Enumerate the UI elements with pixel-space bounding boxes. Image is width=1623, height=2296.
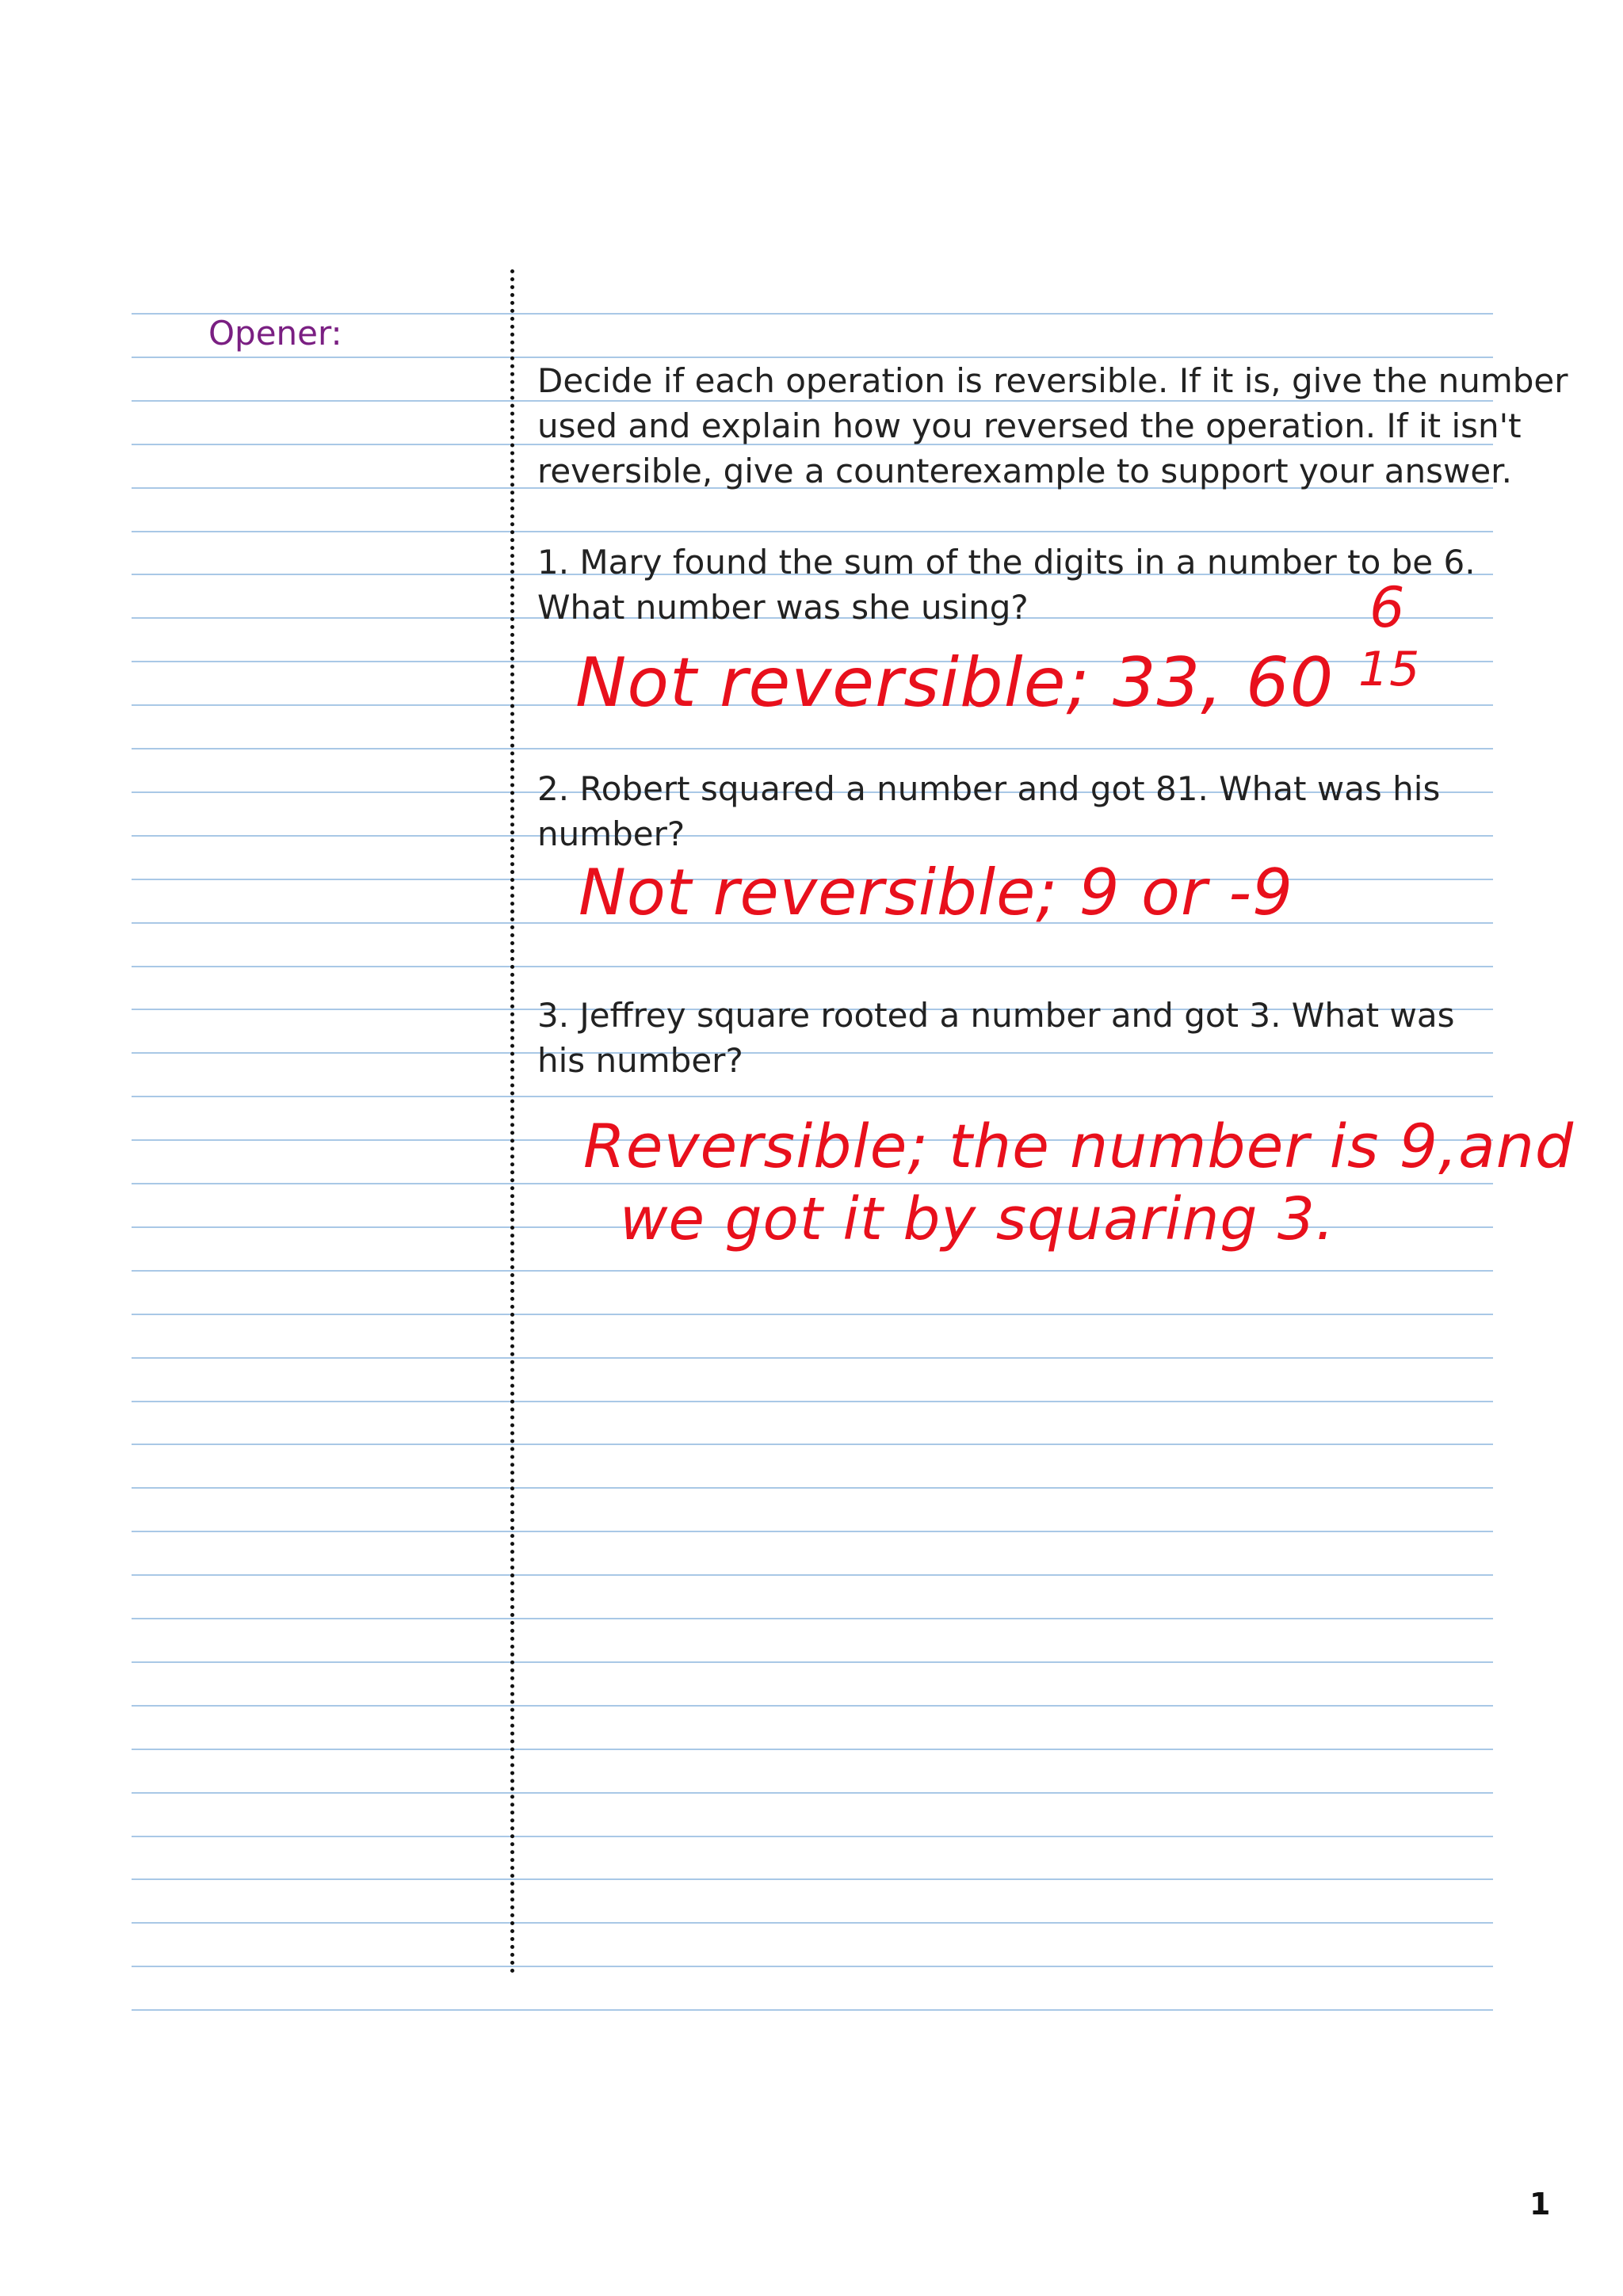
ruled-line bbox=[132, 1574, 1493, 1576]
page-number: 1 bbox=[1529, 2187, 1551, 2222]
instructions-line: used and explain how you reversed the operation. If it isn't bbox=[537, 406, 1522, 445]
ruled-line bbox=[132, 1749, 1493, 1750]
ruled-line bbox=[132, 835, 1493, 837]
question-1-line: 1. Mary found the sum of the digits in a number to be 6. bbox=[537, 543, 1476, 582]
margin-note-15: 15 bbox=[1358, 642, 1421, 697]
question-3-line: his number? bbox=[537, 1041, 743, 1080]
ruled-line bbox=[132, 1966, 1493, 1967]
question-3-line: 3. Jeffrey square rooted a number and got 3. What was bbox=[537, 996, 1455, 1035]
question-1-answer: Not reversible; 33, 60 bbox=[575, 643, 1335, 723]
ruled-line bbox=[132, 1444, 1493, 1445]
ruled-line bbox=[132, 1052, 1493, 1054]
ruled-line bbox=[132, 1270, 1493, 1272]
ruled-line bbox=[132, 1878, 1493, 1880]
ruled-line bbox=[132, 1836, 1493, 1837]
opener-label: Opener: bbox=[208, 314, 342, 353]
margin-note-6: 6 bbox=[1369, 575, 1406, 640]
ruled-line bbox=[132, 1357, 1493, 1359]
ruled-line bbox=[132, 1487, 1493, 1489]
instructions-line: reversible, give a counterexample to support your answer. bbox=[537, 452, 1512, 490]
ruled-line bbox=[132, 748, 1493, 749]
instructions-line: Decide if each operation is reversible. If it is, give the number bbox=[537, 361, 1568, 400]
question-1-line: What number was she using? bbox=[537, 588, 1029, 627]
ruled-line bbox=[132, 1705, 1493, 1707]
ruled-line bbox=[132, 1531, 1493, 1532]
ruled-line bbox=[132, 2009, 1493, 2011]
ruled-line bbox=[132, 1096, 1493, 1097]
ruled-line bbox=[132, 1183, 1493, 1184]
question-3-answer-line: we got it by squaring 3. bbox=[620, 1185, 1335, 1253]
ruled-line bbox=[132, 1792, 1493, 1794]
ruled-line bbox=[132, 1661, 1493, 1663]
question-2-answer: Not reversible; 9 or -9 bbox=[579, 856, 1294, 929]
ruled-line bbox=[132, 531, 1493, 532]
ruled-line bbox=[132, 966, 1493, 967]
question-2-line: 2. Robert squared a number and got 81. What was his bbox=[537, 769, 1441, 808]
question-2-line: number? bbox=[537, 814, 685, 853]
question-3-answer-line: Reversible; the number is 9,and bbox=[583, 1111, 1575, 1181]
ruled-line bbox=[132, 1922, 1493, 1924]
ruled-line bbox=[132, 1314, 1493, 1315]
ruled-line bbox=[132, 1401, 1493, 1402]
ruled-line bbox=[132, 1618, 1493, 1619]
margin-line bbox=[510, 269, 514, 1974]
